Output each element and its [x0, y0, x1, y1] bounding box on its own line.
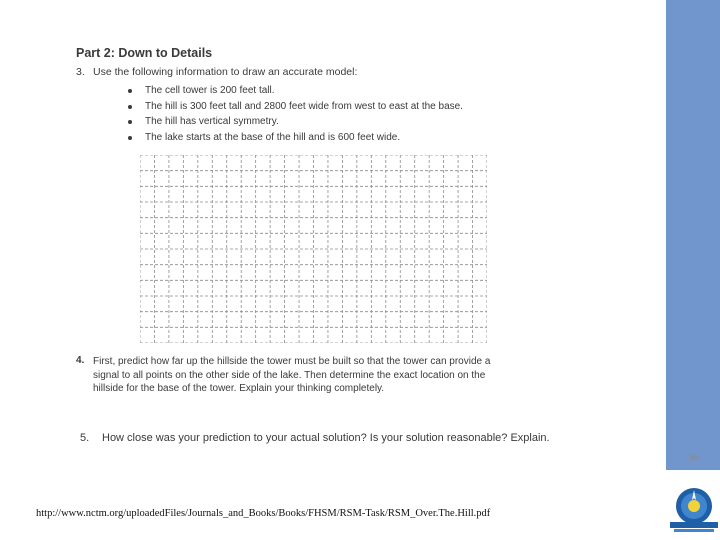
part-title: Part 2: Down to Details	[76, 46, 213, 60]
question-5	[80, 432, 550, 444]
slide-number: 36	[687, 450, 699, 464]
bullet-item: The cell tower is 200 feet tall.	[128, 83, 463, 99]
question-4-line: hillside for the base of the tower. Explain your thinking completely.	[93, 383, 385, 394]
question-3-bullet-list	[128, 83, 463, 145]
bullet-item: The lake starts at the base of the hill and is 600 feet wide.	[128, 130, 463, 146]
question-5-number: 5.	[80, 432, 90, 444]
question-4-line: First, predict how far up the hillside the tower must be built so that the tower can provide a	[93, 356, 491, 367]
source-link[interactable]: http://www.nctm.org/uploadedFiles/Journals_and_Books/Books/FHSM/RSM-Task/RSM_Over.The.Hill.pdf	[36, 508, 491, 519]
education-logo-icon	[669, 486, 719, 534]
bullet-item: The hill has vertical symmetry.	[128, 114, 463, 130]
drawing-grid	[140, 155, 487, 343]
question-4-number: 4.	[76, 355, 85, 366]
question-3-text: Use the following information to draw an accurate model:	[93, 66, 358, 78]
bullet-item: The hill is 300 feet tall and 2800 feet wide from west to east at the base.	[128, 99, 463, 115]
question-3-number: 3.	[76, 66, 85, 78]
question-5-text: How close was your prediction to your actual solution? Is your solution reasonable? Explain.	[102, 432, 550, 444]
question-4-line: signal to all points on the other side of the lake. Then determine the exact location on the	[93, 369, 486, 381]
